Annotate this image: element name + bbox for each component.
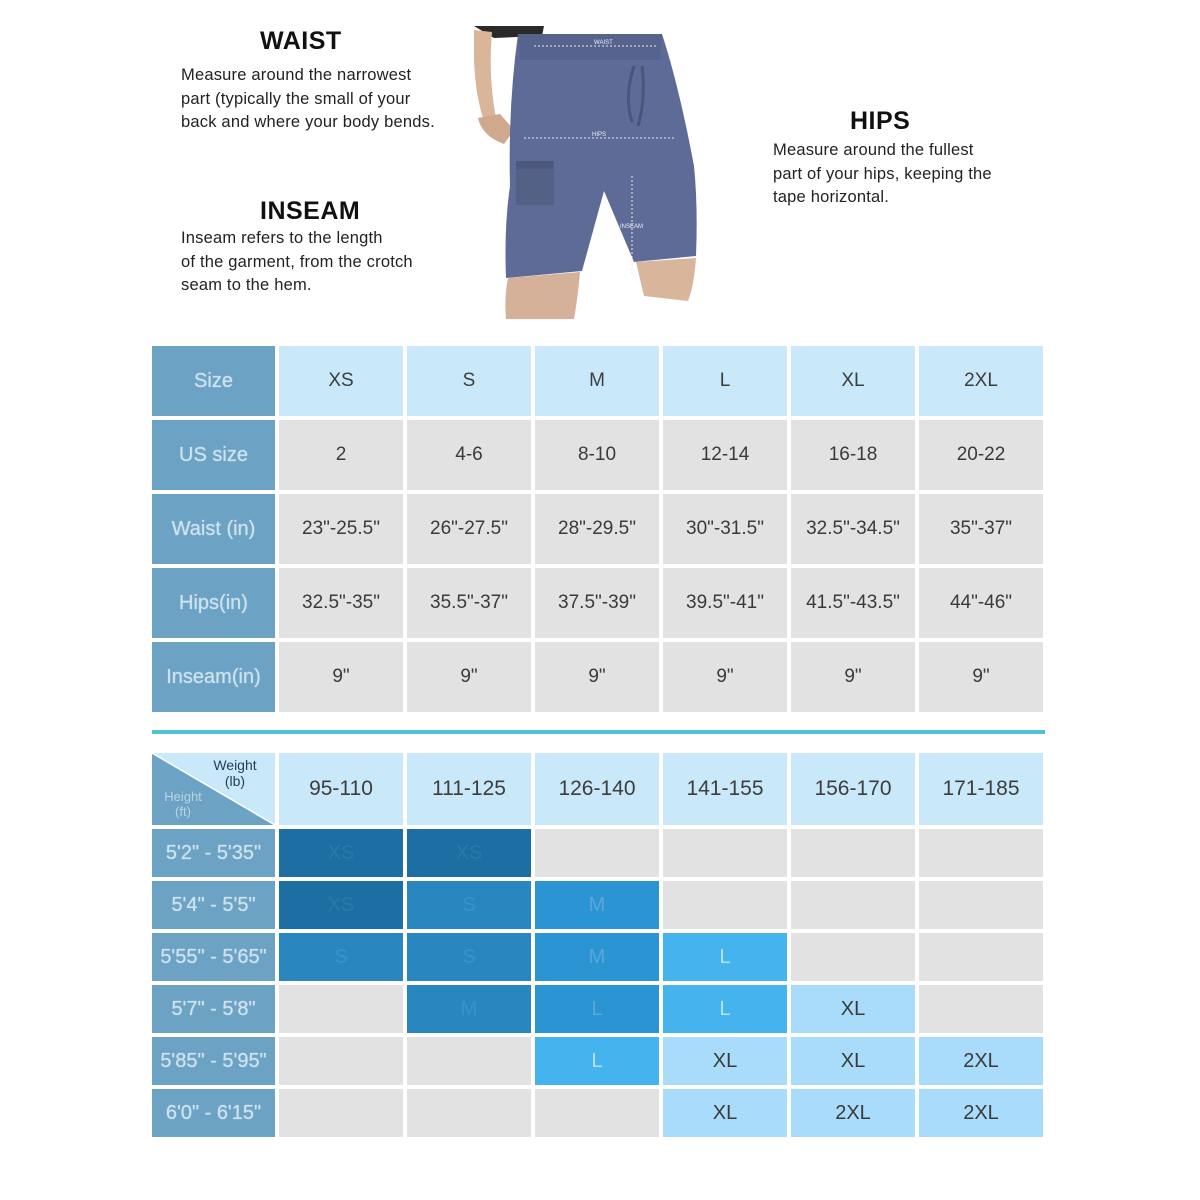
inseam-line: seam to the hem.	[181, 276, 312, 294]
size-cell: 16-18	[791, 420, 915, 490]
fit-size-cell: M	[535, 933, 659, 981]
row-label: Inseam(in)	[166, 665, 261, 688]
height-label: 5'4" - 5'5"	[171, 893, 256, 916]
fit-size-cell: S	[279, 933, 403, 981]
fit-size-cell	[535, 1089, 659, 1137]
size-column-header: XL	[791, 346, 915, 416]
fit-size-cell: XS	[407, 829, 531, 877]
fit-size-cell: XS	[279, 829, 403, 877]
size-cell: 8-10	[535, 420, 659, 490]
fit-size-cell: S	[407, 933, 531, 981]
fit-size-cell: L	[663, 985, 787, 1033]
fit-size-cell	[791, 881, 915, 929]
size-column-header: S	[407, 346, 531, 416]
figure-inseam-label: INSEAM	[620, 224, 644, 230]
hips-description	[773, 139, 1043, 210]
height-label: 5'2" - 5'35"	[165, 841, 262, 864]
size-cell: 2	[279, 420, 403, 490]
fit-size-cell: 2XL	[919, 1037, 1043, 1085]
row-label: Waist (in)	[171, 517, 256, 540]
fit-size-cell	[791, 829, 915, 877]
size-cell: 9"	[663, 642, 787, 712]
fit-size-cell: S	[407, 881, 531, 929]
fit-size-cell	[279, 1037, 403, 1085]
size-cell: 41.5"-43.5"	[791, 568, 915, 638]
size-column-header: L	[663, 346, 787, 416]
weight-column-header: 141-155	[663, 753, 787, 825]
height-axis-label: Height (ft)	[164, 789, 202, 819]
weight-column-header: 126-140	[535, 753, 659, 825]
fit-size-cell: XL	[791, 1037, 915, 1085]
row-label: US size	[179, 443, 248, 466]
fit-size-cell	[279, 985, 403, 1033]
fit-size-cell: XL	[663, 1089, 787, 1137]
fit-size-cell: M	[407, 985, 531, 1033]
height-row-header	[152, 829, 275, 877]
size-row-header	[152, 420, 275, 490]
fit-size-cell	[663, 881, 787, 929]
fit-size-cell: L	[535, 1037, 659, 1085]
waist-line: part (typically the small of your	[181, 89, 411, 108]
height-label: 6'0" - 6'15"	[165, 1101, 262, 1124]
size-cell: 30"-31.5"	[663, 494, 787, 564]
weight-axis-label: Weight (lb)	[213, 757, 257, 789]
hips-line: tape horizontal.	[773, 188, 890, 206]
fit-size-cell: L	[663, 933, 787, 981]
figure-waist-label: WAIST	[594, 40, 613, 46]
size-cell: 35"-37"	[919, 494, 1043, 564]
fit-size-cell	[919, 933, 1043, 981]
waist-description	[181, 64, 481, 135]
height-row-header	[152, 1089, 275, 1137]
model-shorts-illustration	[474, 26, 704, 319]
size-cell: 26"-27.5"	[407, 494, 531, 564]
inseam-description	[181, 227, 471, 298]
waist-line: Measure around the narrowest	[181, 66, 412, 84]
height-row-header	[152, 933, 275, 981]
weight-column-header: 171-185	[919, 753, 1043, 825]
weight-column-header: 111-125	[407, 753, 531, 825]
weight-column-header: 156-170	[791, 753, 915, 825]
size-cell: 4-6	[407, 420, 531, 490]
size-cell: 23"-25.5"	[279, 494, 403, 564]
size-table-corner	[152, 346, 275, 416]
size-cell: 9"	[535, 642, 659, 712]
hips-heading: HIPS	[850, 107, 911, 135]
size-cell: 20-22	[919, 420, 1043, 490]
size-cell: 32.5"-34.5"	[791, 494, 915, 564]
fit-size-cell	[919, 985, 1043, 1033]
fit-size-cell: L	[535, 985, 659, 1033]
fit-size-cell	[279, 1089, 403, 1137]
size-cell: 37.5"-39"	[535, 568, 659, 638]
fit-size-cell	[407, 1037, 531, 1085]
fit-size-cell: XL	[663, 1037, 787, 1085]
size-cell: 9"	[919, 642, 1043, 712]
fit-table	[152, 753, 1043, 1137]
size-column-header: 2XL	[919, 346, 1043, 416]
weight-column-header: 95-110	[279, 753, 403, 825]
size-row-header	[152, 642, 275, 712]
size-column-header: XS	[279, 346, 403, 416]
fit-size-cell	[535, 829, 659, 877]
height-label: 5'7" - 5'8"	[171, 997, 256, 1020]
fit-size-cell	[791, 933, 915, 981]
height-row-header	[152, 881, 275, 929]
size-row-header	[152, 568, 275, 638]
fit-size-cell	[407, 1089, 531, 1137]
fit-size-cell: XL	[791, 985, 915, 1033]
row-label: Hips(in)	[179, 591, 248, 614]
inseam-line: Inseam refers to the length	[181, 229, 383, 247]
size-label: Size	[194, 369, 233, 392]
size-cell: 32.5"-35"	[279, 568, 403, 638]
size-row-header	[152, 494, 275, 564]
fit-size-cell: M	[535, 881, 659, 929]
size-cell: 9"	[279, 642, 403, 712]
size-column-header: M	[535, 346, 659, 416]
fit-size-cell	[663, 829, 787, 877]
section-divider	[152, 730, 1045, 734]
size-cell: 39.5"-41"	[663, 568, 787, 638]
fit-size-cell: 2XL	[791, 1089, 915, 1137]
height-label: 5'55" - 5'65"	[160, 945, 267, 968]
fit-size-cell	[919, 881, 1043, 929]
waist-line: back and where your body bends.	[181, 113, 435, 131]
figure-hips-label: HIPS	[592, 132, 607, 138]
fit-size-cell	[919, 829, 1043, 877]
hips-line: part of your hips, keeping the	[773, 164, 992, 183]
fit-size-cell: 2XL	[919, 1089, 1043, 1137]
inseam-line: of the garment, from the crotch	[181, 252, 413, 271]
size-cell: 9"	[791, 642, 915, 712]
waist-heading: WAIST	[260, 27, 342, 55]
inseam-heading: INSEAM	[260, 197, 361, 225]
size-table	[152, 346, 1043, 712]
fit-size-cell: XS	[279, 881, 403, 929]
shorts-figure	[474, 26, 704, 319]
size-cell: 28"-29.5"	[535, 494, 659, 564]
size-cell: 12-14	[663, 420, 787, 490]
hips-line: Measure around the fullest	[773, 141, 974, 159]
size-cell: 44"-46"	[919, 568, 1043, 638]
height-row-header	[152, 1037, 275, 1085]
size-cell: 9"	[407, 642, 531, 712]
height-label: 5'85" - 5'95"	[160, 1049, 267, 1072]
size-cell: 35.5"-37"	[407, 568, 531, 638]
height-row-header	[152, 985, 275, 1033]
fit-table-corner	[152, 753, 275, 825]
